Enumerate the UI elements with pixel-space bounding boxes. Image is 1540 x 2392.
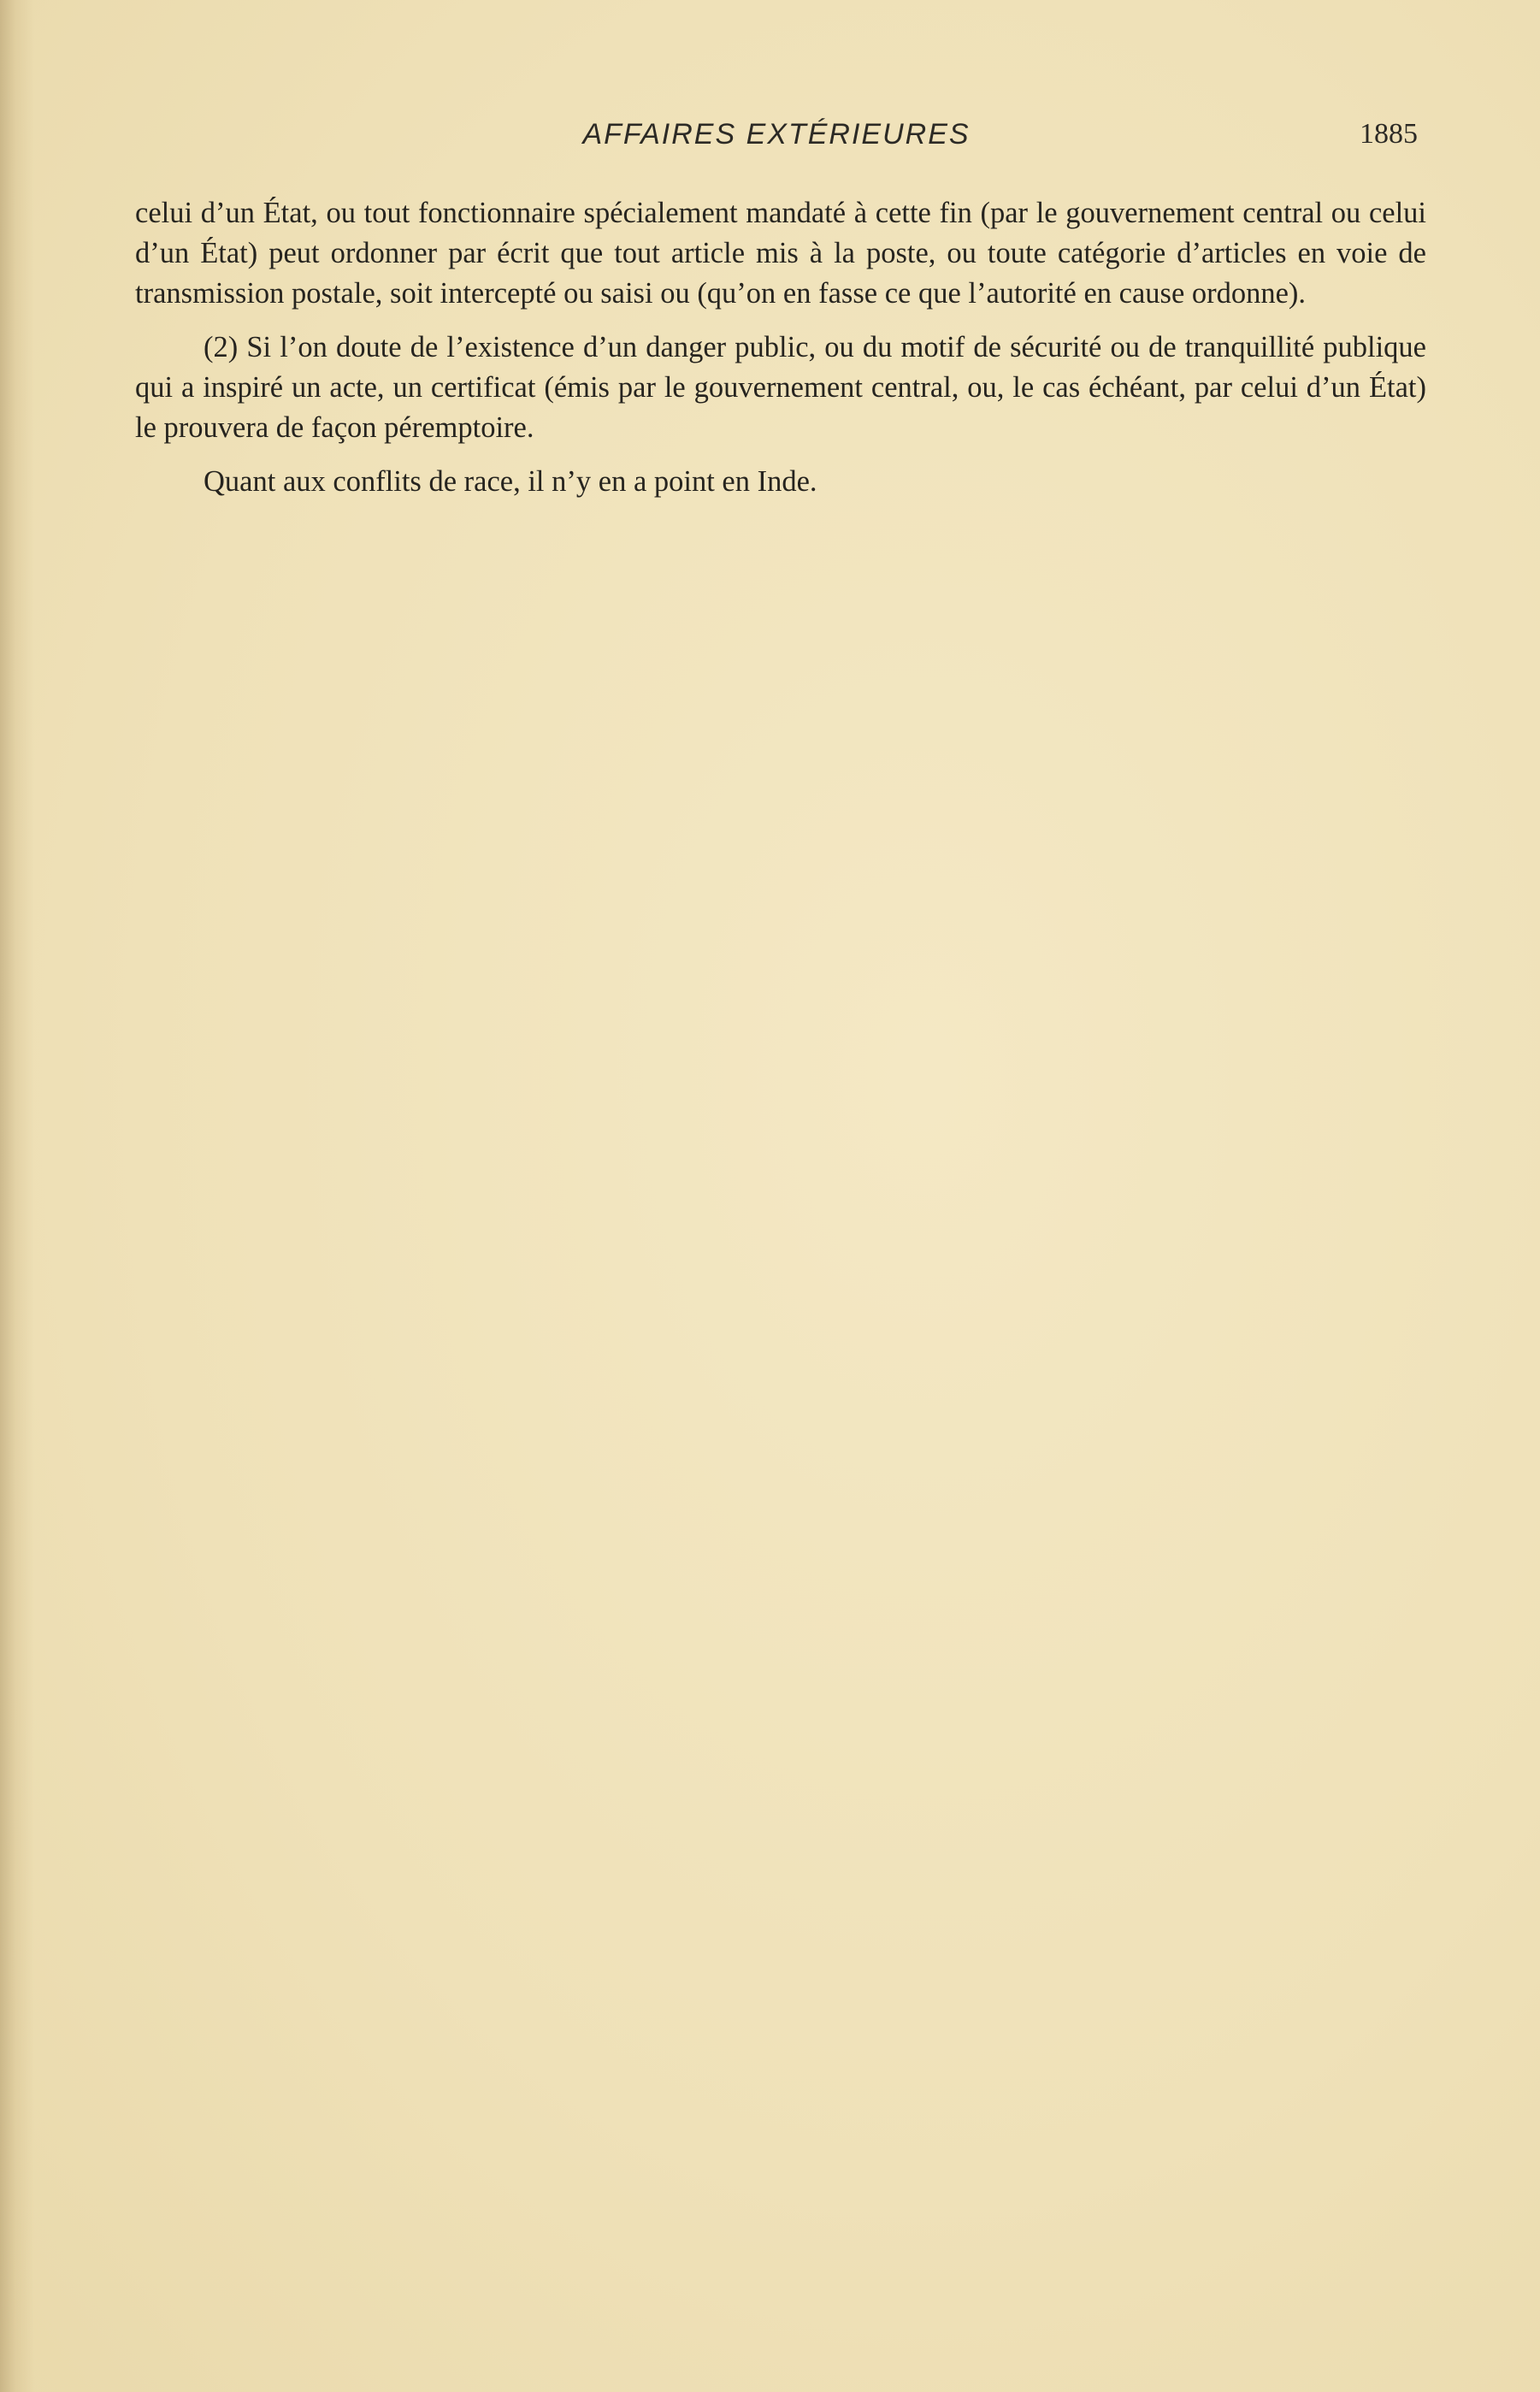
page-number: 1885 [1360, 118, 1418, 150]
paragraph-continuation: celui d’un État, ou tout fonctionnaire spécialement mandaté à cette fin (par le gouvernement central ou celui d’un État) peut ordonner par écrit que tout article mis à la poste, ou toute catégorie d’articles en voie de transmission postale, soit intercepté ou saisi ou (qu’on en fasse ce que l’autorité en cause ordonne). [135, 197, 1426, 310]
paragraph-certificate: (2) Si l’on doute de l’existence d’un danger public, ou du motif de sécurité ou de tranquillité publique qui a inspiré un acte, un certificat (émis par le gouvernement central, ou, le cas échéant, par celui d’un État) le prouvera de façon péremptoire. [135, 331, 1426, 444]
page-header [135, 118, 1418, 161]
running-head: AFFAIRES EXTÉRIEURES [582, 118, 971, 151]
paragraph-race-conflicts: Quant aux conflits de race, il n’y en a point en Inde. [204, 465, 817, 498]
body-text [135, 193, 1426, 502]
